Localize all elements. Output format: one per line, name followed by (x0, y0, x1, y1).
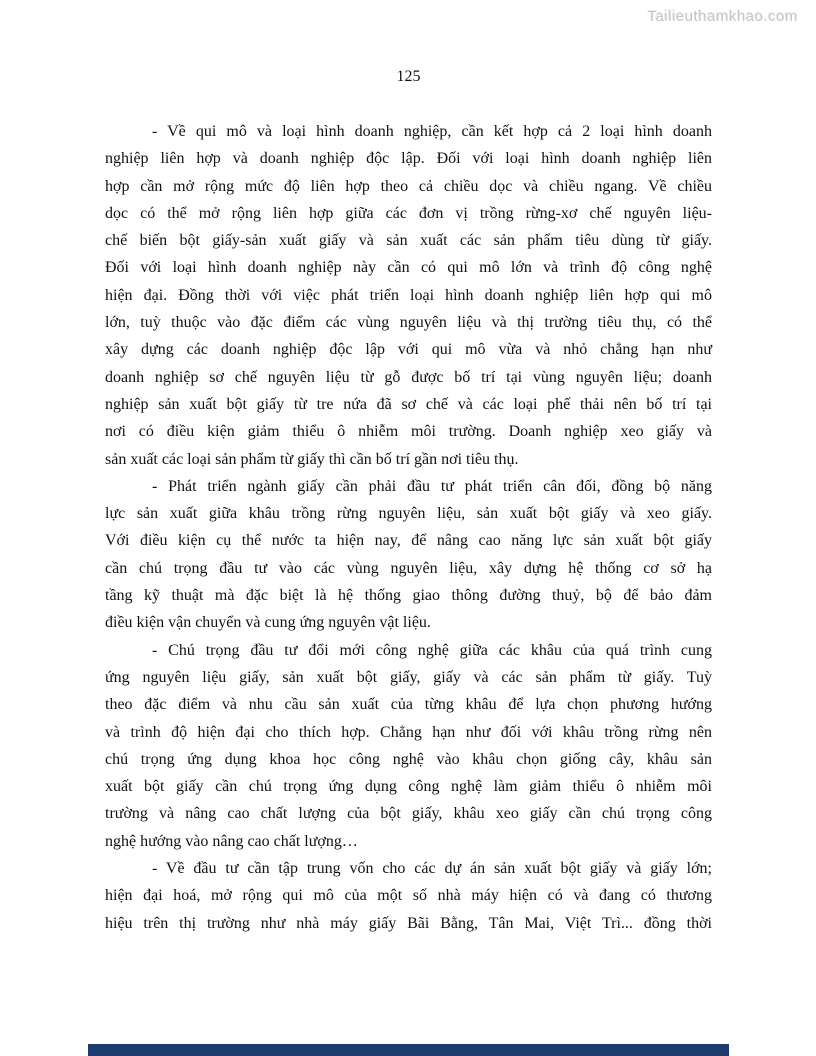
text-line: hiệu trên thị trường như nhà máy giấy Bãi Bằng, Tân Mai, Việt Trì... đồng thời (105, 914, 712, 932)
text-line: nơi có điều kiện giảm thiểu ô nhiễm môi trường. Doanh nghiệp xeo giấy và (105, 423, 712, 441)
text-line: tầng kỹ thuật mà đặc biệt là hệ thống giao thông đường thuỷ, bộ để bảo đảm (105, 587, 712, 605)
text-line: chú trọng ứng dụng khoa học công nghệ vào khâu chọn giống cây, khâu sản (105, 750, 712, 768)
text-line: sản xuất các loại sản phẩm từ giấy thì cần bố trí gần nơi tiêu thụ. (105, 450, 519, 468)
text-line: xuất bột giấy cần chú trọng ứng dụng công nghệ làm giảm thiểu ô nhiễm môi (105, 778, 712, 796)
text-line: - Phát triển ngành giấy cần phải đầu tư phát triển cân đối, đồng bộ năng (152, 477, 712, 495)
text-line: - Chú trọng đầu tư đổi mới công nghệ giữa các khâu của quá trình cung (152, 641, 712, 659)
text-line: Đối với loại hình doanh nghiệp này cần có qui mô lớn và trình độ công nghệ (105, 259, 712, 277)
text-line: lực sản xuất giữa khâu trồng rừng nguyên liệu, sản xuất bột giấy và xeo giấy. (105, 505, 712, 523)
paragraph (105, 637, 712, 855)
text-line: nghệ hướng vào nâng cao chất lượng… (105, 832, 358, 850)
text-line: Với điều kiện cụ thể nước ta hiện nay, để nâng cao năng lực sản xuất bột giấy (105, 532, 712, 550)
text-line: theo đặc điểm và nhu cầu sản xuất của từng khâu để lựa chọn phương hướng (105, 696, 712, 714)
paragraph (105, 855, 712, 937)
paragraph (105, 118, 712, 473)
text-line: nghiệp sản xuất bột giấy từ tre nứa đã sơ chế và các loại phế thải nên bố trí tại (105, 395, 712, 413)
text-line: ứng nguyên liệu giấy, sản xuất bột giấy, giấy và các sản phẩm từ giấy. Tuỳ (105, 668, 712, 686)
text-line: và trình độ hiện đại cho thích hợp. Chẳng hạn như đối với khâu trồng rừng nên (105, 723, 712, 741)
site-watermark: Tailieuthamkhao.com (647, 8, 798, 25)
text-line: lớn, tuỳ thuộc vào đặc điểm các vùng nguyên liệu và thị trường tiêu thụ, có thể (105, 314, 712, 332)
text-line: hiện đại hoá, mở rộng qui mô của một số nhà máy hiện có và đang có thương (105, 887, 712, 905)
footer-accent-bar (88, 1044, 729, 1056)
text-line: chế biến bột giấy-sản xuất giấy và sản xuất các sản phẩm tiêu dùng từ giấy. (105, 232, 712, 250)
paragraph (105, 473, 712, 637)
text-line: doanh nghiệp sơ chế nguyên liệu từ gỗ được bố trí tại vùng nguyên liệu; doanh (105, 368, 712, 386)
text-line: dọc có thể mở rộng liên hợp giữa các đơn vị trồng rừng-xơ chế nguyên liệu- (105, 204, 712, 222)
text-line: trường và nâng cao chất lượng của bột giấy, khâu xeo giấy cần chú trọng công (105, 805, 712, 823)
text-line: - Về đầu tư cần tập trung vốn cho các dự án sản xuất bột giấy và giấy lớn; (152, 860, 712, 878)
text-line: hợp cần mở rộng mức độ liên hợp theo cả chiều dọc và chiều ngang. Về chiều (105, 177, 712, 195)
text-line: cần chú trọng đầu tư vào các vùng nguyên liệu, xây dựng hệ thống cơ sở hạ (105, 559, 712, 577)
text-line: - Về qui mô và loại hình doanh nghiệp, cần kết hợp cả 2 loại hình doanh (152, 123, 712, 140)
text-block (105, 118, 712, 937)
page-number: 125 (396, 68, 421, 85)
text-line: nghiệp liên hợp và doanh nghiệp độc lập. Đối với loại hình doanh nghiệp liên (105, 150, 712, 168)
text-line: xây dựng các doanh nghiệp độc lập với qui mô vừa và nhỏ chẳng hạn như (105, 341, 712, 359)
text-line: điều kiện vận chuyển và cung ứng nguyên vật liệu. (105, 614, 431, 632)
text-line: hiện đại. Đồng thời với việc phát triển loại hình doanh nghiệp liên hợp qui mô (105, 286, 712, 304)
